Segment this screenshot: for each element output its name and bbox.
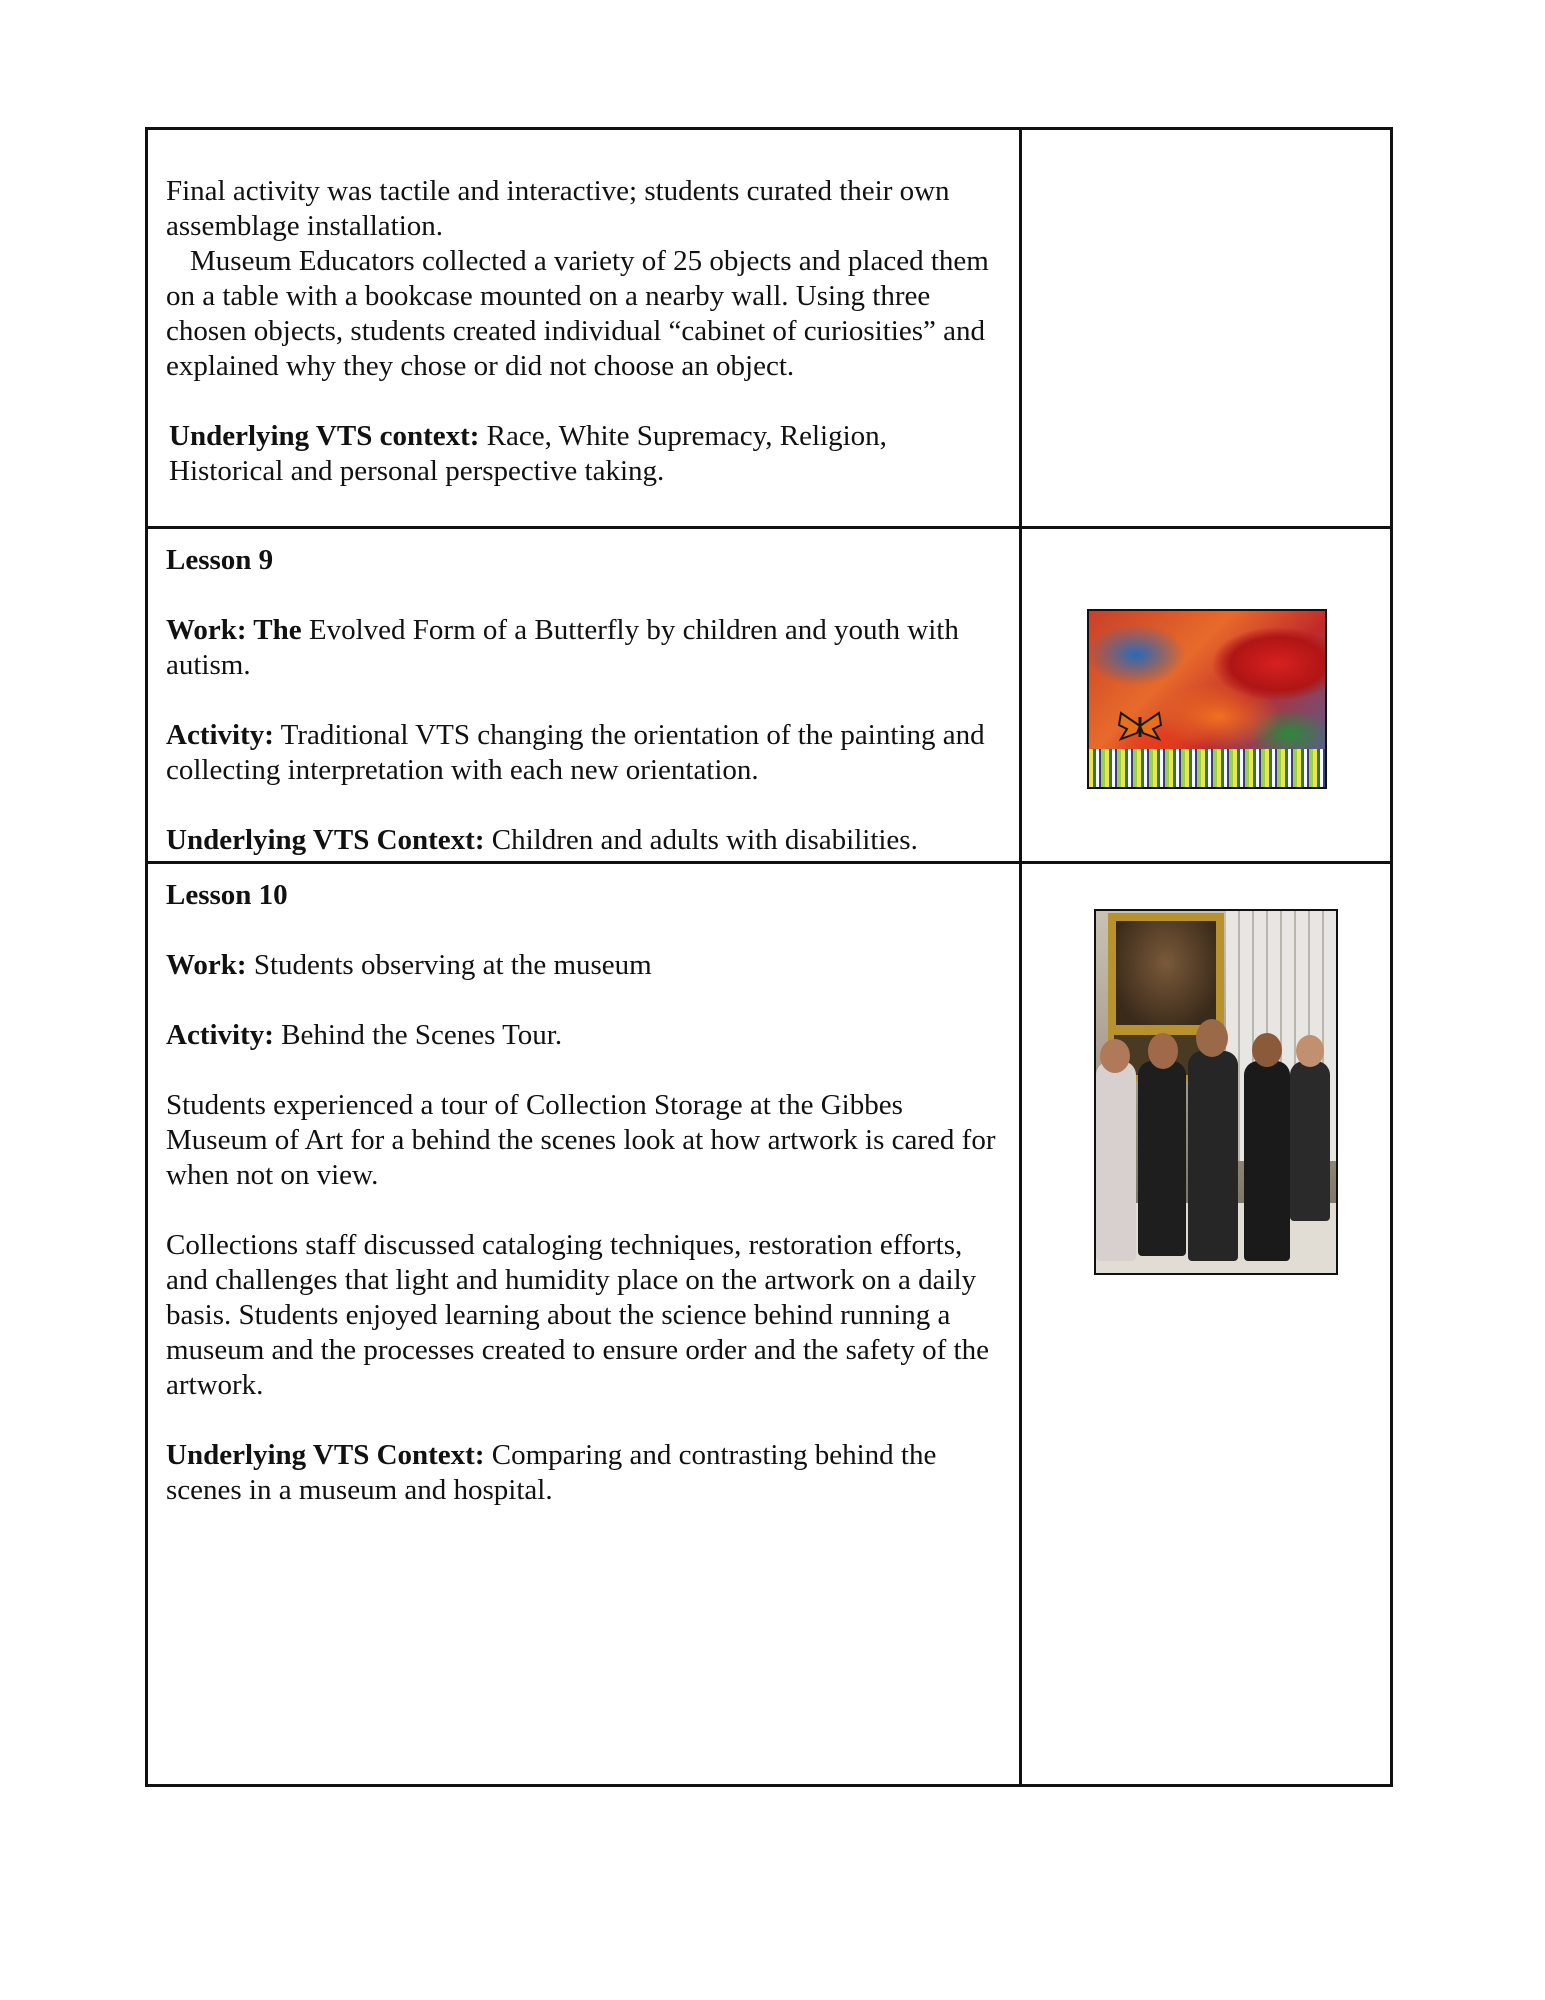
work-text: Evolved Form of a Butterfly by children and youth with autism. xyxy=(166,614,959,681)
work-label: Work: The xyxy=(166,614,302,646)
activity-text: Behind the Scenes Tour. xyxy=(273,1019,563,1051)
table-row-lesson-10 xyxy=(147,863,1392,1786)
work-line xyxy=(166,948,1001,983)
image-cell xyxy=(1021,528,1392,863)
image-cell-empty xyxy=(1021,129,1392,528)
text-cell xyxy=(147,528,1021,863)
image-cell xyxy=(1021,863,1392,1786)
vts-context-text: Children and adults with disabilities. xyxy=(484,824,918,856)
text-cell xyxy=(147,863,1021,1786)
vts-context-label: Underlying VTS Context: xyxy=(166,1439,485,1471)
activity-label: Activity: xyxy=(166,1019,274,1051)
text-cell xyxy=(147,129,1021,528)
activity-text: Traditional VTS changing the orientation of the painting and collecting interpretation with each new orientation. xyxy=(166,719,985,786)
work-line xyxy=(166,613,1001,683)
vts-context-line xyxy=(166,823,1001,858)
activity-label: Activity: xyxy=(166,719,274,751)
vts-context-line xyxy=(166,1438,1001,1508)
paragraph-collections-staff: Collections staff discussed cataloging techniques, restoration efforts, and challenges that light and humidity place on the artwork on a daily basis. Students enjoyed learning about the science behind running a museum and the processes created to ensure order and the safety of the artwork. xyxy=(166,1229,989,1401)
paragraph-museum-educators: Museum Educators collected a variety of 25 objects and placed them on a table with a bookcase mounted on a nearby wall. Using three chosen objects, students created individual “cabinet of curiosities” and explained why they chose or did not choose an object. xyxy=(166,245,989,382)
paragraph-tour: Students experienced a tour of Collection Storage at the Gibbes Museum of Art for a behind the scenes look at how artwork is cared for when not on view. xyxy=(166,1089,996,1191)
vts-context-text: Comparing and contrasting behind the scenes in a museum and hospital. xyxy=(166,1439,937,1506)
butterfly-icon xyxy=(1117,711,1163,741)
museum-storage-photo xyxy=(1094,909,1338,1275)
vts-context-text: Race, White Supremacy, Religion, Historical and personal perspective taking. xyxy=(169,420,887,487)
work-text: Students observing at the museum xyxy=(246,949,652,981)
vts-context-line xyxy=(169,419,1001,489)
lesson-table xyxy=(145,127,1393,1787)
paragraph-final-activity: Final activity was tactile and interactive; students curated their own assemblage installation. xyxy=(166,175,950,242)
vts-context-label: Underlying VTS Context: xyxy=(166,824,485,856)
work-label: Work: xyxy=(166,949,247,981)
vts-context-label: Underlying VTS context: xyxy=(169,420,480,452)
table-row-final-activity xyxy=(147,129,1392,528)
table-row-lesson-9 xyxy=(147,528,1392,863)
lesson-title: Lesson 9 xyxy=(166,544,274,576)
butterfly-painting-image xyxy=(1087,609,1327,789)
lesson-title: Lesson 10 xyxy=(166,879,288,911)
activity-line xyxy=(166,1018,1001,1053)
activity-line xyxy=(166,718,1001,788)
